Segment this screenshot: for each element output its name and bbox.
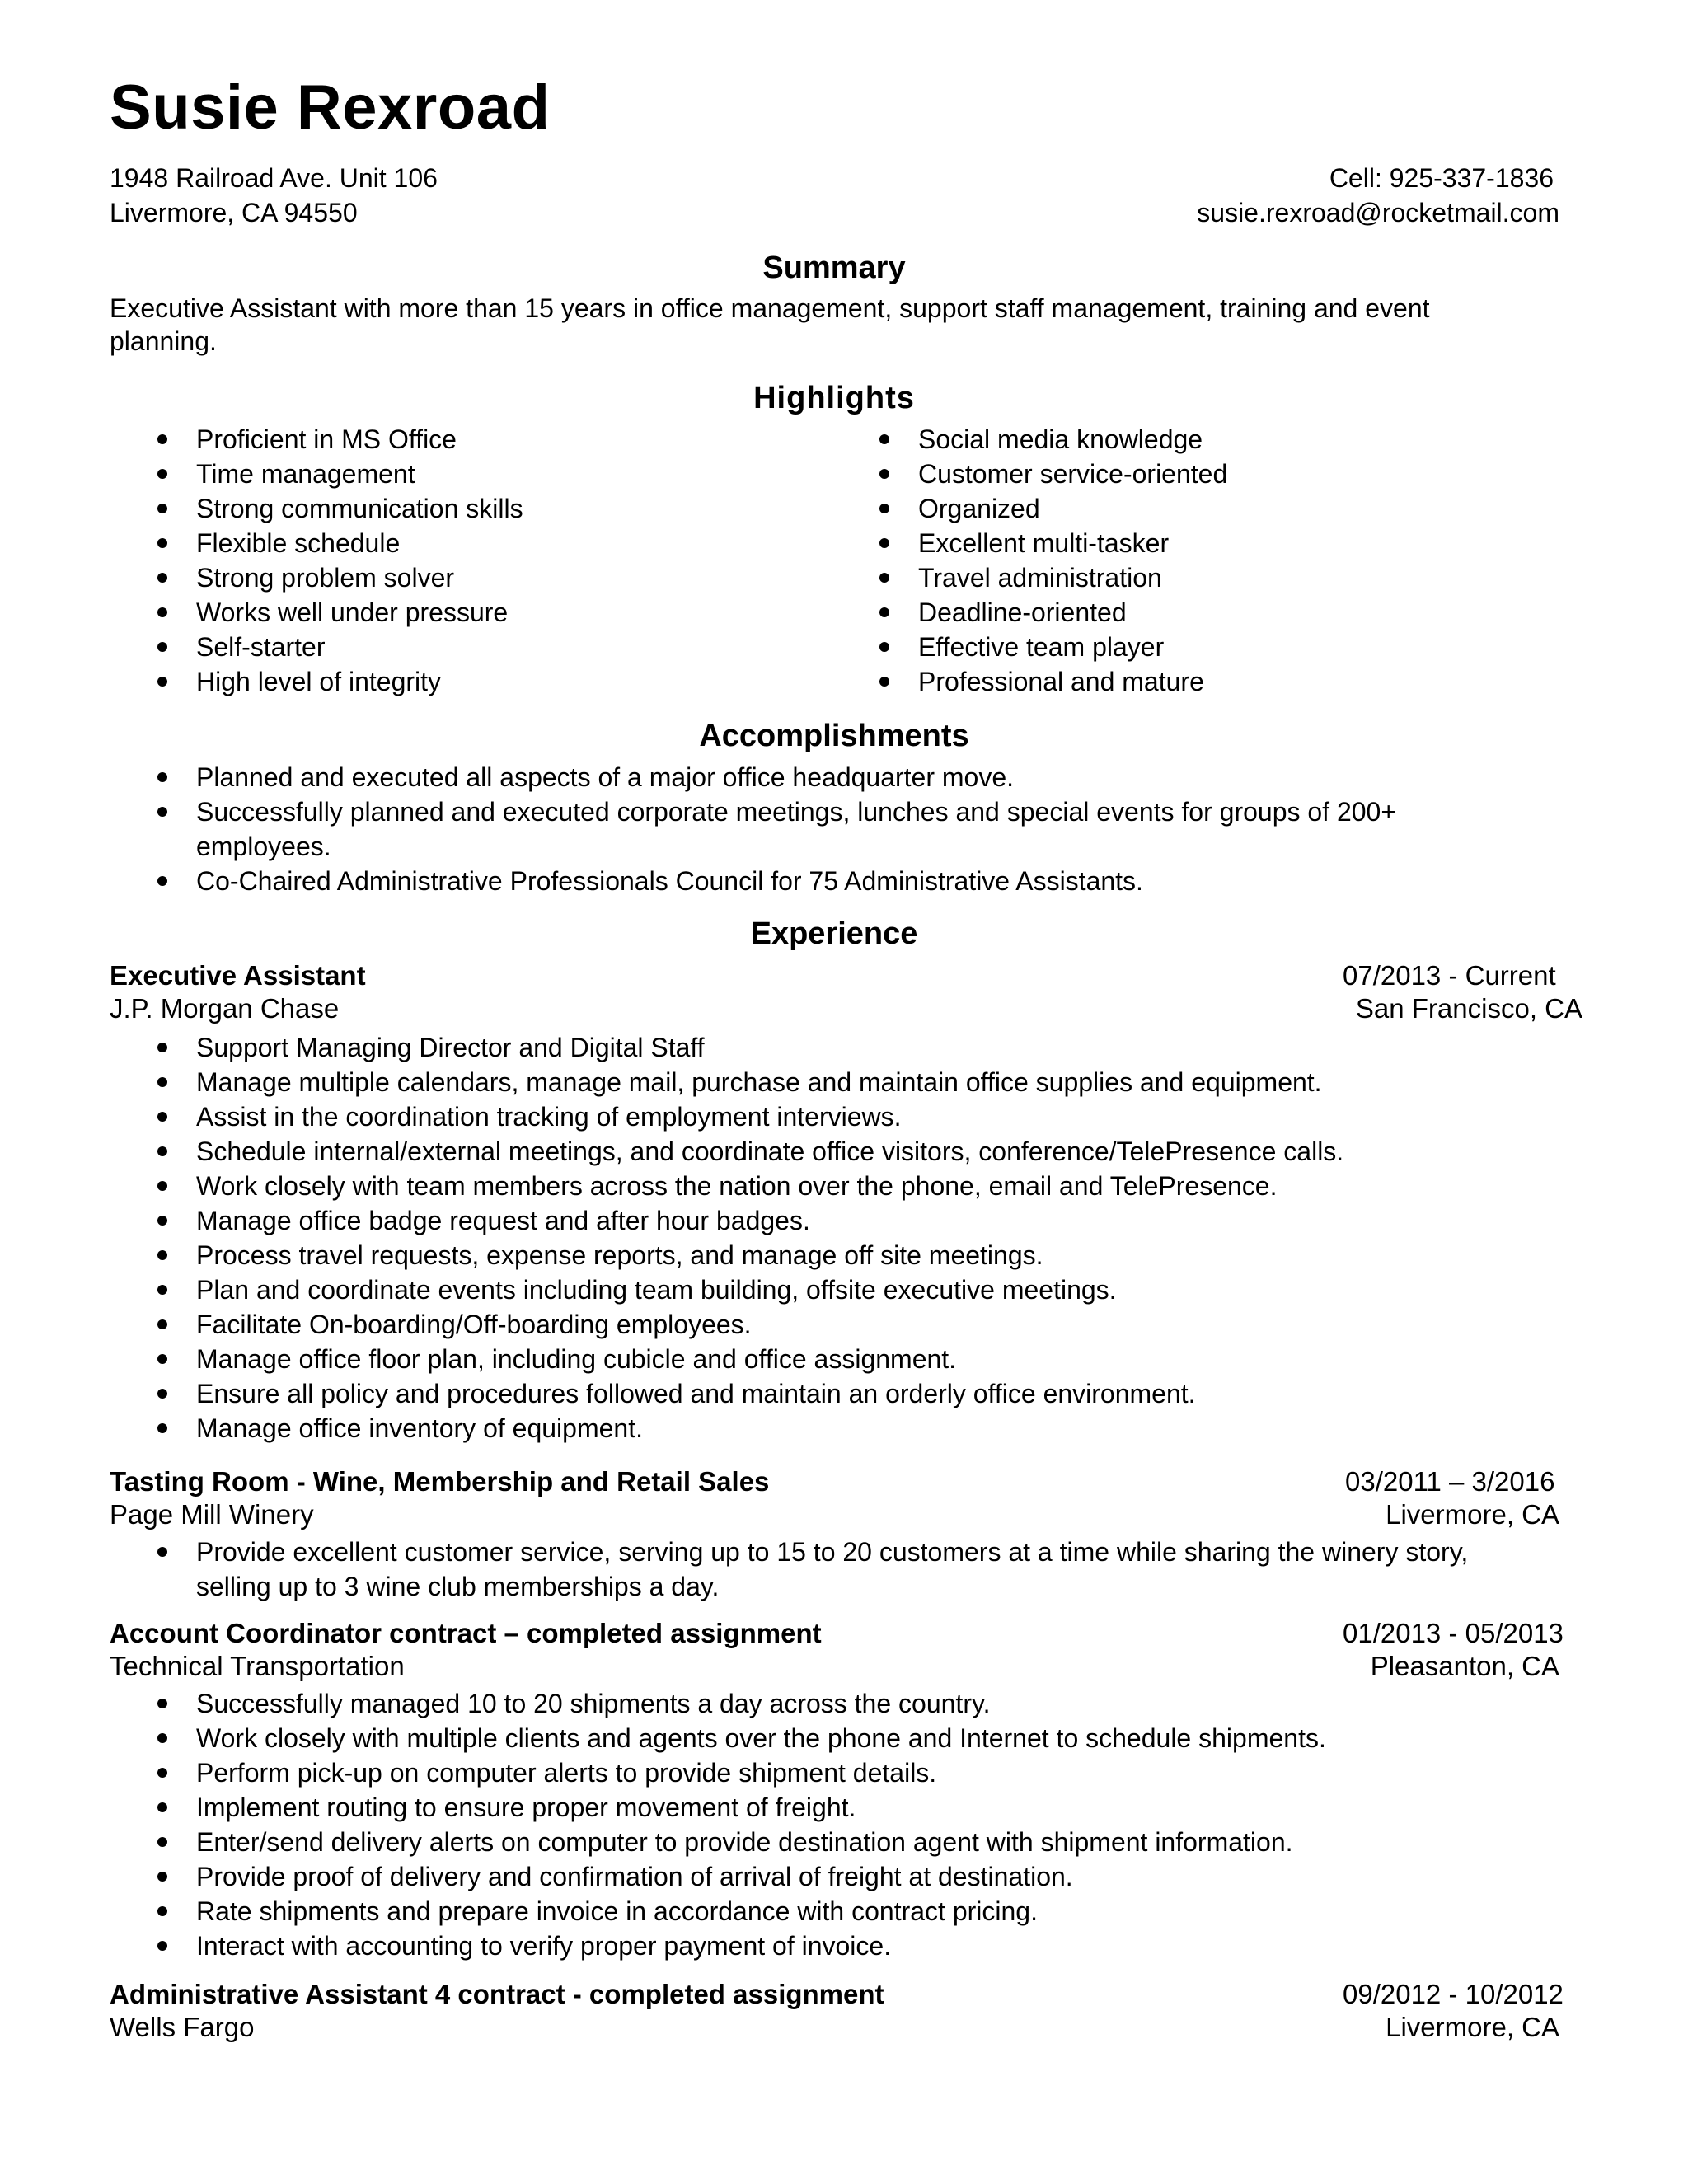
job-dates: 03/2011 – 3/2016 [1345,1466,1555,1497]
job-organization: J.P. Morgan Chase [110,993,340,1024]
list-item: Organized [832,491,1227,526]
bullet-icon [157,1216,167,1226]
bullet-icon [157,1733,167,1743]
bullet-icon [157,1250,167,1260]
bullet-icon [157,1112,167,1122]
list-item: Planned and executed all aspects of a major office headquarter move. [110,760,1445,794]
bullet-icon [157,1802,167,1812]
list-item: Proficient in MS Office [110,422,523,457]
list-item: Enter/send delivery alerts on computer to provide destination agent with shipment information. [110,1825,1326,1859]
bullet-icon [157,642,167,652]
bullet-icon [157,876,167,886]
bullet-icon [879,607,889,617]
bullet-icon [157,1941,167,1951]
job-title: Executive Assistant [110,960,366,991]
bullet-icon [157,807,167,817]
list-item: Implement routing to ensure proper movement of freight. [110,1790,1326,1825]
list-item: Strong communication skills [110,491,523,526]
bullet-icon [157,1319,167,1329]
bullet-icon [157,573,167,583]
list-item: Work closely with team members across the nation over the phone, email and TelePresence. [110,1169,1343,1203]
list-item: Ensure all policy and procedures followed and maintain an orderly office environment. [110,1376,1343,1411]
list-item: Effective team player [832,630,1227,664]
list-item: Strong problem solver [110,560,523,595]
email-address: susie.rexroad@rocketmail.com [1197,198,1559,227]
list-item: Support Managing Director and Digital Staff [110,1030,1343,1065]
job-dates: 01/2013 - 05/2013 [1343,1618,1564,1648]
list-item: Professional and mature [832,664,1227,699]
bullet-icon [879,434,889,444]
job-organization: Wells Fargo [110,2012,255,2042]
list-item: Facilitate On-boarding/Off-boarding employees. [110,1307,1343,1342]
bullet-icon [879,469,889,479]
summary-heading: Summary [762,251,906,285]
bullet-icon [157,538,167,548]
bullet-icon [157,1768,167,1778]
bullet-icon [157,1423,167,1433]
list-item: Deadline-oriented [832,595,1227,630]
list-item: Interact with accounting to verify proper payment of invoice. [110,1929,1326,1963]
list-item: Successfully planned and executed corporate meetings, lunches and special events for groups of 200+ employees. [110,794,1445,864]
list-item: Successfully managed 10 to 20 shipments a day across the country. [110,1686,1326,1721]
list-item: Provide excellent customer service, serving up to 15 to 20 customers at a time while sharing the winery story, selling up to 3 wine club memberships a day. [110,1535,1511,1604]
job-duties-list [110,1030,1343,1446]
list-item: Rate shipments and prepare invoice in accordance with contract pricing. [110,1894,1326,1929]
bullet-icon [157,1354,167,1364]
bullet-icon [879,642,889,652]
list-item: Process travel requests, expense reports, and manage off site meetings. [110,1238,1343,1272]
bullet-icon [879,504,889,513]
bullet-icon [157,1389,167,1399]
job-location: San Francisco, CA [1355,993,1582,1024]
job-title: Tasting Room - Wine, Membership and Retail Sales [110,1466,770,1497]
cell-phone: Cell: 925-337-1836 [1329,163,1554,193]
list-item: Time management [110,457,523,491]
bullet-icon [157,677,167,687]
job-duties-list [110,1535,1511,1604]
address-line-1: 1948 Railroad Ave. Unit 106 [110,163,438,193]
list-item: Co-Chaired Administrative Professionals Council for 75 Administrative Assistants. [110,864,1445,898]
bullet-icon [157,1699,167,1708]
list-item: High level of integrity [110,664,523,699]
bullet-icon [157,607,167,617]
highlights-right-list [832,422,1227,699]
bullet-icon [157,434,167,444]
job-title: Account Coordinator contract – completed assignment [110,1618,822,1648]
list-item: Plan and coordinate events including team building, offsite executive meetings. [110,1272,1343,1307]
job-location: Livermore, CA [1386,2012,1559,2042]
list-item: Provide proof of delivery and confirmation of arrival of freight at destination. [110,1859,1326,1894]
bullet-icon [879,573,889,583]
bullet-icon [157,772,167,782]
bullet-icon [157,1181,167,1191]
bullet-icon [157,1906,167,1916]
accomplishments-heading: Accomplishments [699,719,969,753]
job-title: Administrative Assistant 4 contract - completed assignment [110,1979,884,2009]
candidate-name: Susie Rexroad [110,73,551,143]
list-item: Work closely with multiple clients and agents over the phone and Internet to schedule shipments. [110,1721,1326,1755]
bullet-icon [157,504,167,513]
bullet-icon [157,1547,167,1557]
list-item: Schedule internal/external meetings, and coordinate office visitors, conference/TelePresence calls. [110,1134,1343,1169]
list-item: Assist in the coordination tracking of employment interviews. [110,1099,1343,1134]
experience-heading: Experience [750,916,918,951]
highlights-left-list [110,422,523,699]
bullet-icon [157,1872,167,1882]
list-item: Excellent multi-tasker [832,526,1227,560]
job-dates: 07/2013 - Current [1343,960,1556,991]
job-location: Livermore, CA [1386,1499,1559,1530]
job-organization: Technical Transportation [110,1651,405,1681]
bullet-icon [157,1285,167,1295]
bullet-icon [879,677,889,687]
job-location: Pleasanton, CA [1370,1651,1559,1681]
list-item: Travel administration [832,560,1227,595]
job-dates: 09/2012 - 10/2012 [1343,1979,1564,2009]
list-item: Manage office inventory of equipment. [110,1411,1343,1446]
list-item: Manage office floor plan, including cubicle and office assignment. [110,1342,1343,1376]
job-organization: Page Mill Winery [110,1499,314,1530]
bullet-icon [157,469,167,479]
list-item: Manage office badge request and after hour badges. [110,1203,1343,1238]
bullet-icon [157,1077,167,1087]
bullet-icon [157,1837,167,1847]
list-item: Social media knowledge [832,422,1227,457]
list-item: Works well under pressure [110,595,523,630]
summary-text: Executive Assistant with more than 15 years in office management, support staff management, training and event planning. [110,293,1430,356]
accomplishments-list [110,760,1445,898]
job-duties-list [110,1686,1326,1963]
list-item: Perform pick-up on computer alerts to provide shipment details. [110,1755,1326,1790]
list-item: Manage multiple calendars, manage mail, purchase and maintain office supplies and equipment. [110,1065,1343,1099]
highlights-heading: Highlights [753,381,915,415]
list-item: Self-starter [110,630,523,664]
address-line-2: Livermore, CA 94550 [110,198,358,227]
bullet-icon [157,1146,167,1156]
list-item: Customer service-oriented [832,457,1227,491]
list-item: Flexible schedule [110,526,523,560]
bullet-icon [157,1043,167,1052]
bullet-icon [879,538,889,548]
